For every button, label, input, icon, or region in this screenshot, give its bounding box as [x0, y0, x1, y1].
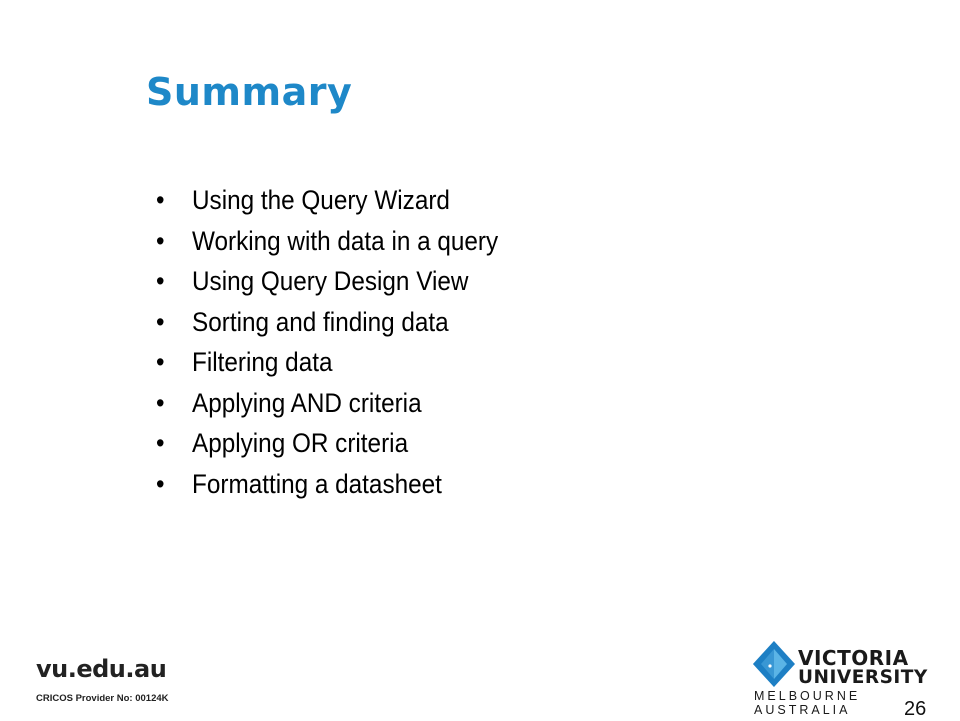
logo-line-2: UNIVERSITY	[798, 667, 928, 688]
logo-tagline: MELBOURNE AUSTRALIA	[754, 689, 861, 717]
list-item	[156, 423, 498, 464]
bullet-list	[156, 180, 536, 504]
page-number: 26	[904, 698, 927, 720]
logo-line-1: VICTORIA	[798, 646, 909, 670]
bullet-icon: •	[156, 266, 165, 296]
bullet-icon: •	[156, 428, 165, 458]
bullet-icon: •	[156, 387, 165, 418]
list-item-text: Sorting and finding data	[192, 306, 449, 337]
bullet-icon: •	[156, 225, 165, 256]
list-item	[156, 342, 498, 383]
list-item-text: Formatting a datasheet	[192, 468, 442, 499]
list-item	[156, 464, 498, 505]
slide-title: Summary	[146, 70, 353, 114]
list-item-text: Applying AND criteria	[192, 387, 422, 418]
list-item	[156, 180, 498, 221]
list-item-text: Applying OR criteria	[192, 428, 409, 458]
footer-website: vu.edu.au	[36, 655, 167, 683]
list-item-text: Using the Query Wizard	[192, 185, 450, 215]
bullet-icon: •	[156, 468, 165, 499]
footer-cricos: CRICOS Provider No: 00124K	[36, 693, 169, 704]
list-item	[156, 261, 498, 302]
list-item	[156, 383, 498, 424]
bullet-icon: •	[156, 306, 165, 337]
bullet-icon: •	[156, 347, 165, 377]
list-item-text: Working with data in a query	[192, 225, 499, 256]
diamond-logo-icon	[752, 640, 796, 688]
list-item	[156, 302, 498, 343]
list-item	[156, 221, 498, 262]
bullet-icon: •	[156, 185, 165, 215]
list-item-text: Using Query Design View	[192, 266, 469, 296]
list-item-text: Filtering data	[192, 347, 333, 377]
